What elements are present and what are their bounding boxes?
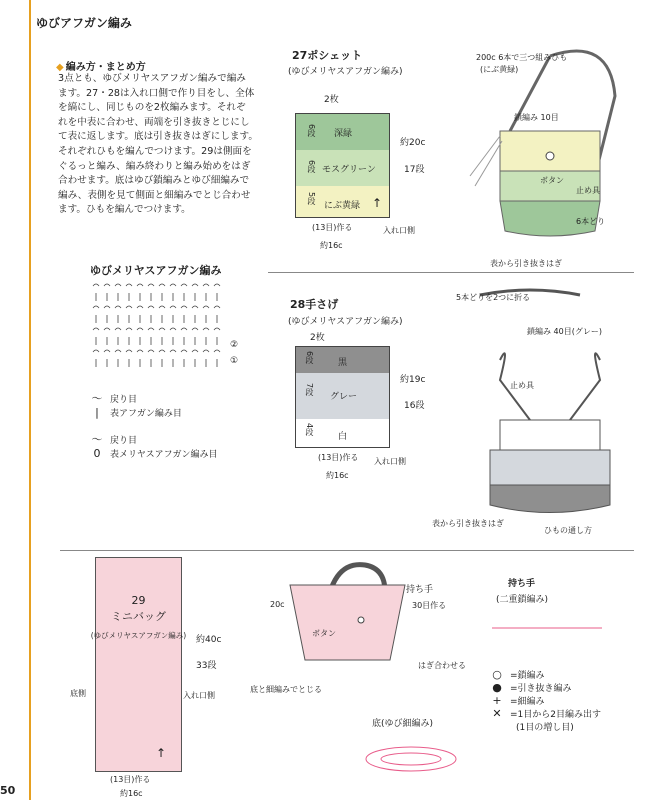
pattern27-height: 約20c — [400, 138, 426, 148]
symbol-text: =1目から2目編み出す — [510, 710, 601, 720]
bag28-stop: 止め具 — [510, 381, 534, 390]
stitch-mark — [203, 284, 209, 286]
bag29-size: 20c — [270, 600, 285, 609]
stitch-mark — [137, 284, 143, 286]
stitch-mark — [181, 306, 187, 308]
stitch-mark — [170, 328, 176, 330]
stitch-mark — [170, 284, 176, 286]
instr-line: 編み、表側を見て側面と細編みでとじ合わせ — [58, 189, 251, 201]
stripe-rows: 6段 — [307, 160, 316, 174]
stitch-mark — [93, 328, 99, 330]
pattern29-name: ミニバッグ — [111, 610, 166, 623]
stitch-mark — [93, 350, 99, 352]
bag27-strap-color: (にぶ黄緑) — [480, 65, 519, 74]
bag28-chain: 鎖編み 40目(グレー) — [527, 327, 602, 336]
legend-text: 表アフガン編み目 — [110, 409, 182, 419]
stitch-mark — [192, 306, 198, 308]
pattern28-rows: 16段 — [404, 401, 425, 411]
stripe-label: 深緑 — [334, 129, 353, 139]
stitch-mark — [192, 328, 198, 330]
legend-item — [90, 390, 218, 406]
stitch-mark — [159, 350, 165, 352]
stitch-mark — [126, 284, 132, 286]
legend-symbol: 0 — [93, 447, 101, 460]
bag27-illustration — [440, 36, 640, 266]
symbol: ○ — [492, 668, 502, 681]
row-1-marker: ① — [230, 356, 239, 366]
pattern27-count: 2枚 — [324, 95, 339, 105]
stitch-mark — [104, 350, 110, 352]
pattern27-opening: 入れ口側 — [383, 226, 415, 235]
pattern28-width: 約16c — [326, 471, 349, 480]
pattern29-rows: 33段 — [196, 661, 217, 671]
pattern28-subtitle: (ゆびメリヤスアフガン編み) — [288, 317, 403, 327]
pattern27-title: 27ポシェット — [292, 49, 363, 62]
base-chart — [356, 734, 466, 784]
symbol-item — [490, 694, 601, 707]
legend-item — [90, 431, 218, 447]
legend-item — [90, 406, 218, 419]
pattern27-width: 約16c — [320, 241, 343, 250]
stitch-mark — [159, 284, 165, 286]
bag27-chain: 鎖編み 10目 — [514, 113, 559, 122]
stitch-mark — [192, 350, 198, 352]
bag28-seam: 表から引き抜きはぎ — [432, 519, 504, 528]
stitch-mark — [93, 306, 99, 308]
bag29-base-title: 底(ゆび細編み) — [372, 719, 434, 729]
pattern29-panel — [90, 557, 187, 772]
handle-chart-subtitle: (二重鎖編み) — [496, 595, 549, 605]
symbol-text: =細編み — [510, 697, 545, 707]
instr-line: ます。27・28は入れ口側で作り目をし、全体 — [58, 87, 255, 99]
legend-item — [90, 447, 218, 460]
page-title: ゆびアフガン編み — [36, 16, 132, 30]
bag28-cord-pass: ひもの通し方 — [544, 526, 592, 535]
pattern28-count: 2枚 — [310, 333, 325, 343]
instr-line: れを中表に合わせ、両端を引き抜きとじにし — [58, 116, 250, 128]
stitch-mark — [148, 350, 154, 352]
stitch-mark — [181, 328, 187, 330]
instr-line: て表に返します。底は引き抜きはぎにします。 — [58, 131, 258, 143]
page-number: 50 — [0, 784, 16, 797]
bag27-stop: 止め具 — [576, 186, 600, 195]
handle-chain-chart — [490, 618, 605, 638]
symbol-item — [490, 707, 601, 720]
pattern29-method: (ゆびメリヤスアフガン編み) — [90, 631, 187, 640]
divider — [60, 550, 634, 551]
pattern29-height: 約40c — [196, 635, 222, 645]
stitch-mark — [126, 328, 132, 330]
divider — [268, 272, 634, 273]
stitch-mark — [181, 350, 187, 352]
stitch-mark — [148, 284, 154, 286]
pattern29-num: 29 — [131, 594, 146, 607]
stitch-mark — [126, 306, 132, 308]
pattern27-caston: (13目)作る — [312, 223, 353, 232]
stripe-label: 黒 — [338, 358, 348, 368]
bag28-illustration — [460, 280, 640, 540]
stitch-mark — [192, 284, 198, 286]
instructions-heading: ◆ 編み方・まとめ方 — [56, 58, 146, 73]
stitch-mark — [148, 328, 154, 330]
pattern29-side: 底側 — [70, 689, 86, 698]
legend-symbol: 〜 — [91, 433, 103, 446]
symbol-item — [490, 668, 601, 681]
instr-line: を縞にし、同じものを2枚編みます。それぞ — [58, 102, 246, 114]
stitch-mark — [170, 350, 176, 352]
stripe-label: にぶ黄緑 — [324, 201, 361, 211]
legend-symbol: 〜 — [91, 392, 103, 405]
pattern29-width: 約16c — [120, 789, 143, 798]
stitch-mark — [115, 306, 121, 308]
stripe-rows: 5段 — [307, 192, 316, 206]
stitch-mark — [203, 328, 209, 330]
bag29-handle: 持ち手 — [406, 585, 434, 595]
symbol-item — [490, 681, 601, 694]
stripe-rows: 6段 — [305, 351, 314, 365]
pattern27-rows: 17段 — [404, 165, 425, 175]
pattern28-panel — [295, 346, 390, 448]
bag29-base-join: 底と細編みでとじる — [250, 685, 322, 694]
stitch-mark — [170, 306, 176, 308]
stitch-mark — [203, 306, 209, 308]
instructions-text — [58, 72, 266, 218]
stripe-rows: 7段 — [305, 383, 314, 397]
bag27-seam: 表から引き抜きはぎ — [490, 259, 562, 268]
margin-rule — [29, 0, 31, 800]
stitch-mark — [214, 328, 220, 330]
symbol-text: =引き抜き編み — [510, 684, 572, 694]
symbol: + — [492, 694, 502, 707]
stitch-mark — [203, 350, 209, 352]
symbol-text: =鎖編み — [510, 671, 545, 681]
pattern28-opening: 入れ口側 — [374, 457, 406, 466]
stitch-mark — [214, 284, 220, 286]
symbol-note: (1目の増し目) — [516, 723, 574, 733]
bag29-join: はぎ合わせる — [418, 661, 466, 670]
instr-line: 3点とも、ゆびメリヤスアフガン編みで編み — [58, 73, 246, 84]
stripe-label: 白 — [338, 432, 348, 442]
stitch-mark — [148, 306, 154, 308]
pattern27-subtitle: (ゆびメリヤスアフガン編み) — [288, 67, 403, 77]
stitch-legend — [90, 390, 218, 460]
pattern28-height: 約19c — [400, 375, 426, 385]
stitch-mark — [115, 284, 121, 286]
bag27-strap: 200c 6本で三つ組みひも — [476, 53, 568, 62]
stitch-mark — [115, 350, 121, 352]
stitch-mark — [115, 328, 121, 330]
pattern29-opening: 入れ口側 — [183, 691, 215, 700]
stripe-label: モスグリーン — [322, 165, 376, 175]
stitch-mark — [214, 306, 220, 308]
up-arrow-icon: ↑ — [372, 196, 383, 210]
stitch-mark — [137, 350, 143, 352]
pattern28-caston: (13目)作る — [318, 453, 359, 462]
symbol: ● — [492, 681, 502, 694]
stitch-mark — [137, 328, 143, 330]
legend-text: 戻り目 — [110, 394, 138, 405]
stitch-mark — [93, 284, 99, 286]
instr-line: ます。ひもを編んでつけます。 — [58, 204, 191, 216]
stitch-mark — [104, 306, 110, 308]
bag27-button: ボタン — [540, 176, 564, 185]
stitch-mark — [104, 284, 110, 286]
stitch-mark — [137, 306, 143, 308]
pattern29-caston: (13目)作る — [110, 775, 151, 784]
stripe-label: グレー — [330, 392, 358, 402]
instr-line: ぐるっと編み、編み終わりと編み始めをはぎ — [58, 160, 251, 172]
legend-symbol: | — [95, 406, 99, 419]
stitch-mark — [181, 284, 187, 286]
pattern27-panel — [295, 113, 390, 218]
stitch-mark — [159, 328, 165, 330]
stitch-mark — [159, 306, 165, 308]
instr-line: 合わせます。底はゆび鎖編みとゆび細編みで — [58, 175, 250, 187]
stitch-chart — [90, 280, 240, 375]
stripe-rows: 4段 — [305, 423, 314, 437]
up-arrow-icon: ↑ — [156, 746, 167, 760]
handle-chart-title: 持ち手 — [508, 579, 536, 589]
row-2-marker: ② — [230, 340, 239, 350]
instr-line: それぞれひもを編んでつけます。29は側面を — [58, 145, 252, 157]
bag28-cord-note: 5本どりを2つに折る — [456, 293, 531, 302]
stitch-mark — [214, 350, 220, 352]
stitch-chart-title: ゆびメリヤスアフガン編み — [90, 264, 222, 277]
stripe-rows: 6段 — [307, 124, 316, 138]
pattern28-title: 28手さげ — [290, 298, 339, 311]
stitch-mark — [104, 328, 110, 330]
symbol: ✕ — [492, 707, 502, 720]
bag27-fold: 6本どり — [576, 217, 606, 226]
legend-text: 戻り目 — [110, 435, 138, 446]
bag29-button: ボタン — [312, 629, 336, 638]
legend-text: 表メリヤスアフガン編み目 — [110, 450, 218, 460]
stitch-mark — [126, 350, 132, 352]
bag29-handle-note: 30目作る — [412, 601, 447, 610]
bag29-illustration — [285, 560, 415, 670]
symbol-legend — [490, 668, 601, 733]
